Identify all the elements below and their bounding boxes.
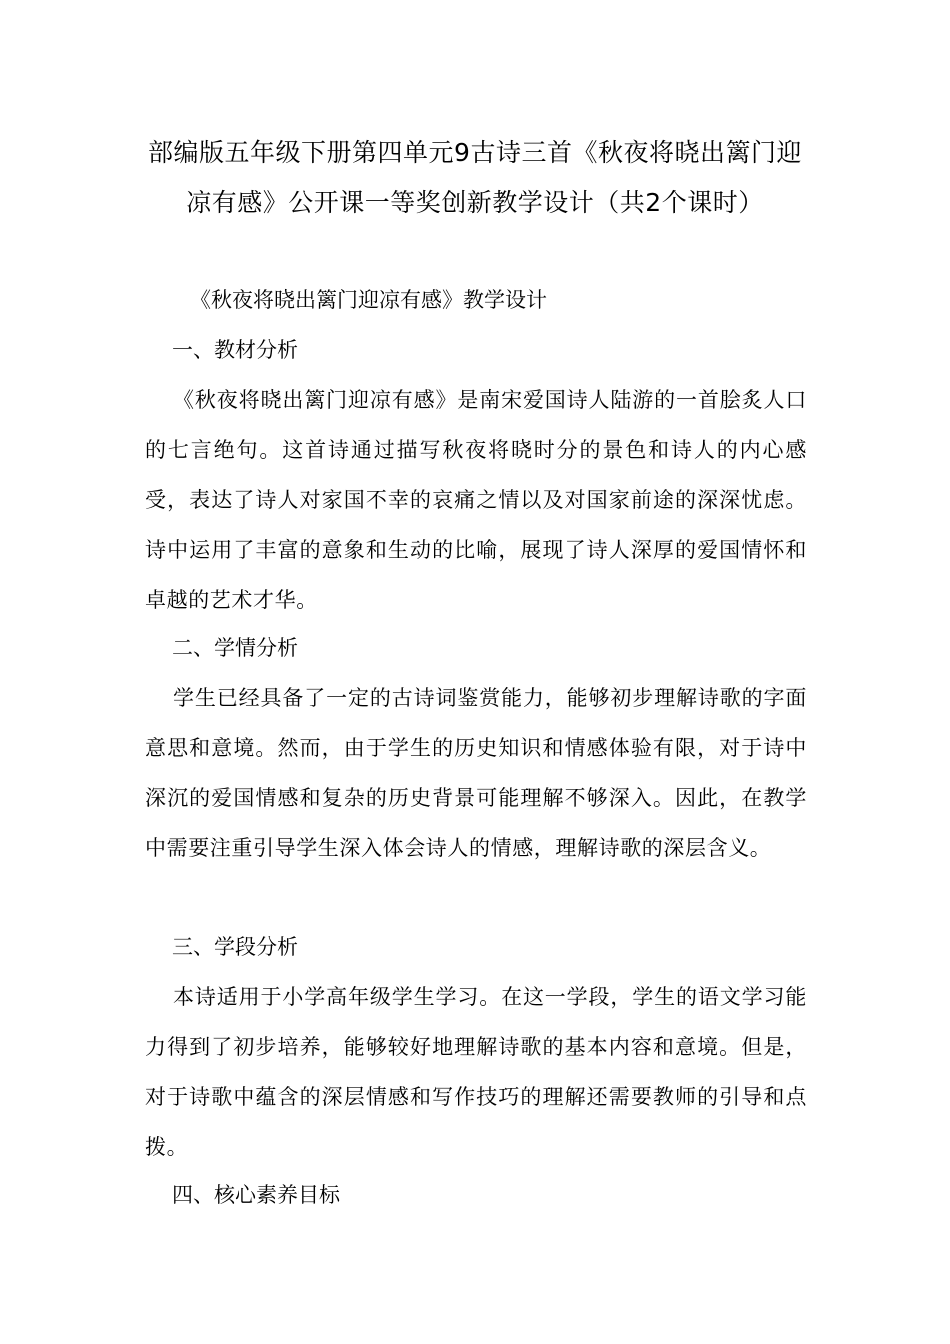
- section-body-textbook-analysis: 《秋夜将晓出篱门迎凉有感》是南宋爱国诗人陆游的一首脍炙人口的七言绝句。这首诗通过描写秋夜将晓时分的景色和诗人的内心感受，表达了诗人对家国不幸的哀痛之情以及对国家前途的深深忧虑。诗中运用了丰富的意象和生动的比喻，展现了诗人深厚的爱国情怀和卓越的艺术才华。: [145, 388, 807, 612]
- section-heading-core-goals: 四、核心素养目标: [172, 1183, 340, 1207]
- section-heading-student-analysis: 二、学情分析: [172, 636, 298, 660]
- document-title: 部编版五年级下册第四单元9古诗三首《秋夜将晓出篱门迎凉有感》公开课一等奖创新教学设计（共2个课时）: [148, 138, 802, 217]
- section-body-stage-analysis: 本诗适用于小学高年级学生学习。在这一学段，学生的语文学习能力得到了初步培养，能够较好地理解诗歌的基本内容和意境。但是，对于诗歌中蕴含的深层情感和写作技巧的理解还需要教师的引导和点拨。: [145, 985, 807, 1159]
- section-body-student-analysis: 学生已经具备了一定的古诗词鉴赏能力，能够初步理解诗歌的字面意思和意境。然而，由于学生的历史知识和情感体验有限，对于诗中深沉的爱国情感和复杂的历史背景可能理解不够深入。因此，在教学中需要注重引导学生深入体会诗人的情感，理解诗歌的深层含义。: [145, 686, 807, 860]
- document-subtitle: 《秋夜将晓出篱门迎凉有感》教学设计: [190, 288, 547, 312]
- section-heading-textbook-analysis: 一、教材分析: [172, 338, 298, 362]
- section-heading-stage-analysis: 三、学段分析: [172, 935, 298, 959]
